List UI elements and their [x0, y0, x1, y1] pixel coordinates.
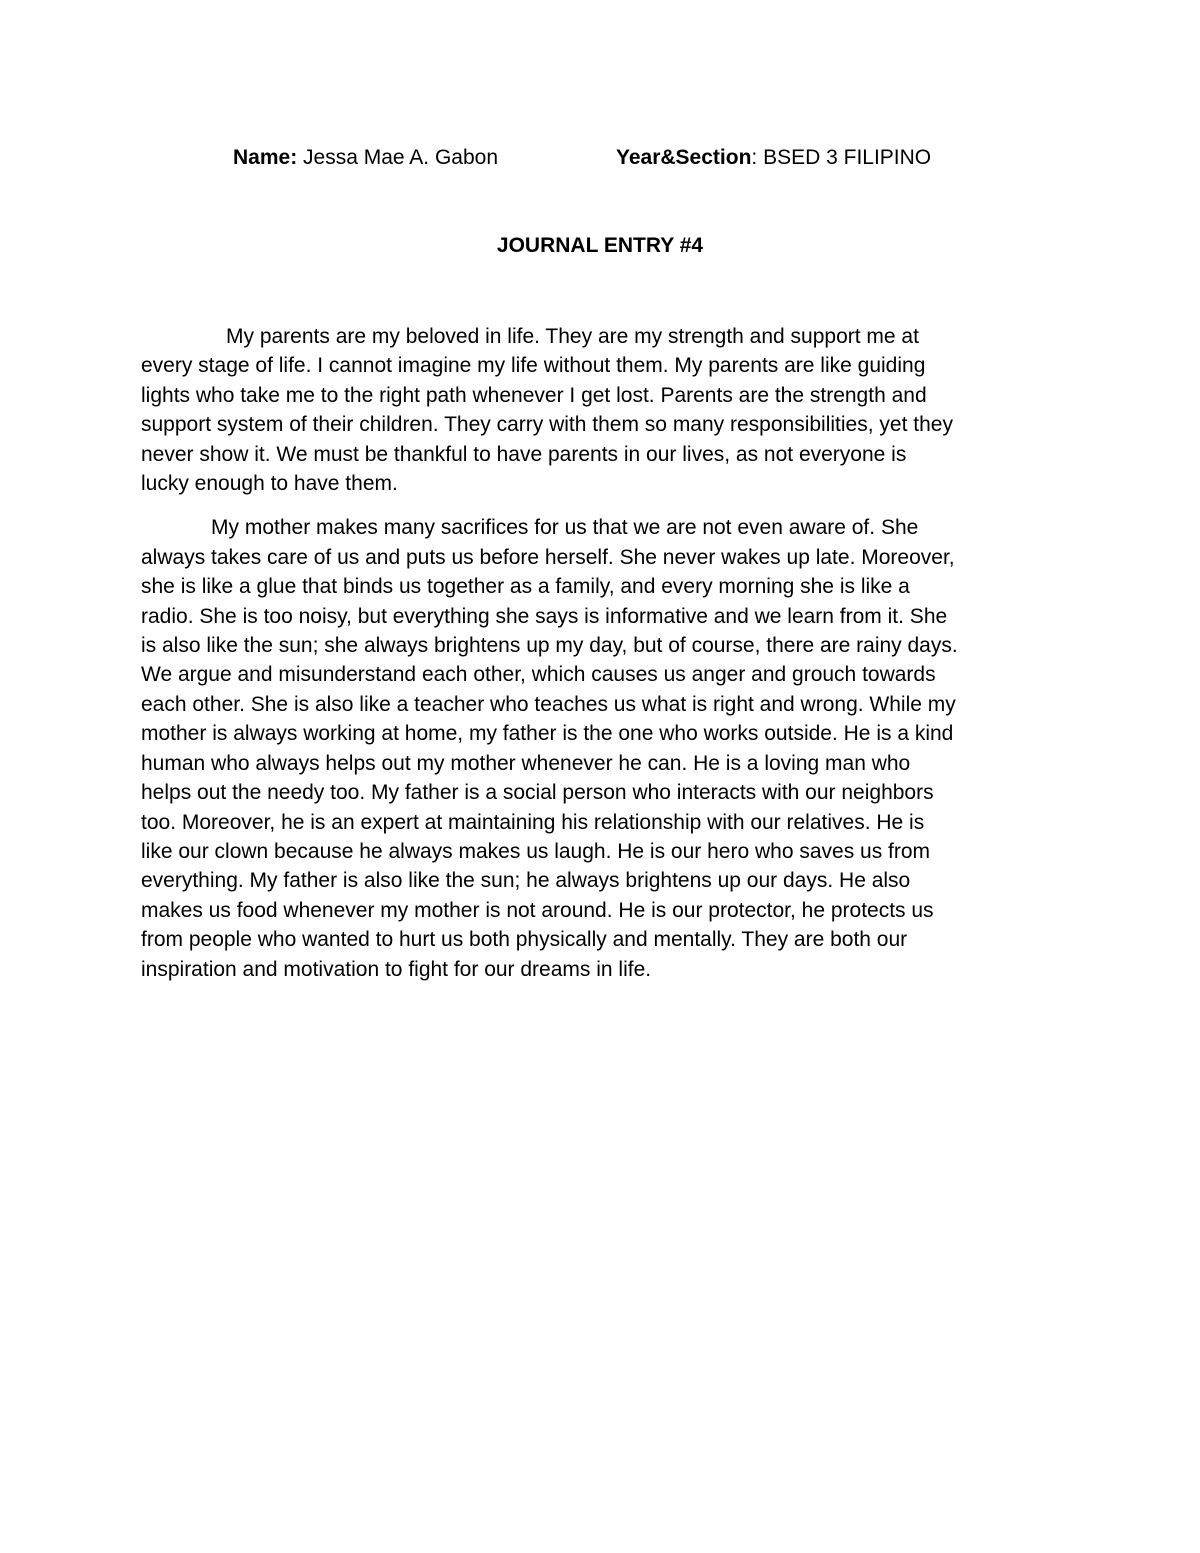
text-line: each other. She is also like a teacher who teaches us what is right and wrong. While my	[141, 692, 956, 716]
year-section-colon: :	[751, 146, 758, 169]
paragraph-1	[141, 322, 1061, 498]
text-line: lucky enough to have them.	[141, 472, 398, 496]
text-line: always takes care of us and puts us before herself. She never wakes up late. Moreover,	[141, 545, 955, 569]
text-line: lights who take me to the right path whenever I get lost. Parents are the strength and	[141, 383, 927, 407]
text-line: mother is always working at home, my father is the one who works outside. He is a kind	[141, 722, 954, 746]
text-line: every stage of life. I cannot imagine my life without them. My parents are like guiding	[141, 354, 926, 378]
paragraph-2	[141, 513, 1061, 984]
text-line: is also like the sun; she always brightens up my day, but of course, there are rainy days.	[141, 634, 958, 658]
text-line: radio. She is too noisy, but everything she says is informative and we learn from it. She	[141, 604, 948, 628]
journal-body	[141, 322, 1061, 999]
year-section	[616, 143, 931, 173]
text-line: never show it. We must be thankful to have parents in our lives, as not everyone is	[141, 442, 907, 466]
text-line: inspiration and motivation to fight for our dreams in life.	[141, 957, 652, 981]
text-line: too. Moreover, he is an expert at maintaining his relationship with our relatives. He is	[141, 810, 925, 834]
text-line: human who always helps out my mother whenever he can. He is a loving man who	[141, 751, 911, 775]
text-line: My parents are my beloved in life. They are my strength and support me at	[226, 325, 919, 348]
header-line	[0, 143, 1200, 173]
text-line: My mother makes many sacrifices for us that we are not even aware of. She	[211, 516, 919, 540]
year-section-label: Year&Section	[616, 146, 752, 169]
text-line: support system of their children. They carry with them so many responsibilities, yet they	[141, 413, 953, 437]
name-value: Jessa Mae A. Gabon	[303, 146, 498, 169]
text-line: makes us food whenever my mother is not around. He is our protector, he protects us	[141, 898, 934, 922]
journal-title: JOURNAL ENTRY #4	[496, 234, 704, 257]
text-line: like our clown because he always makes us laugh. He is our hero who saves us from	[141, 839, 931, 863]
text-line: helps out the needy too. My father is a social person who interacts with our neighbors	[141, 781, 934, 805]
year-section-value: BSED 3 FILIPINO	[763, 146, 932, 169]
text-line: she is like a glue that binds us together as a family, and every morning she is like a	[141, 575, 910, 599]
text-line: from people who wanted to hurt us both physically and mentally. They are both our	[141, 928, 908, 952]
name-label: Name:	[233, 146, 298, 169]
student-name	[233, 143, 498, 173]
text-line: everything. My father is also like the sun; he always brightens up our days. He also	[141, 869, 911, 893]
text-line: We argue and misunderstand each other, which causes us anger and grouch towards	[141, 663, 936, 687]
